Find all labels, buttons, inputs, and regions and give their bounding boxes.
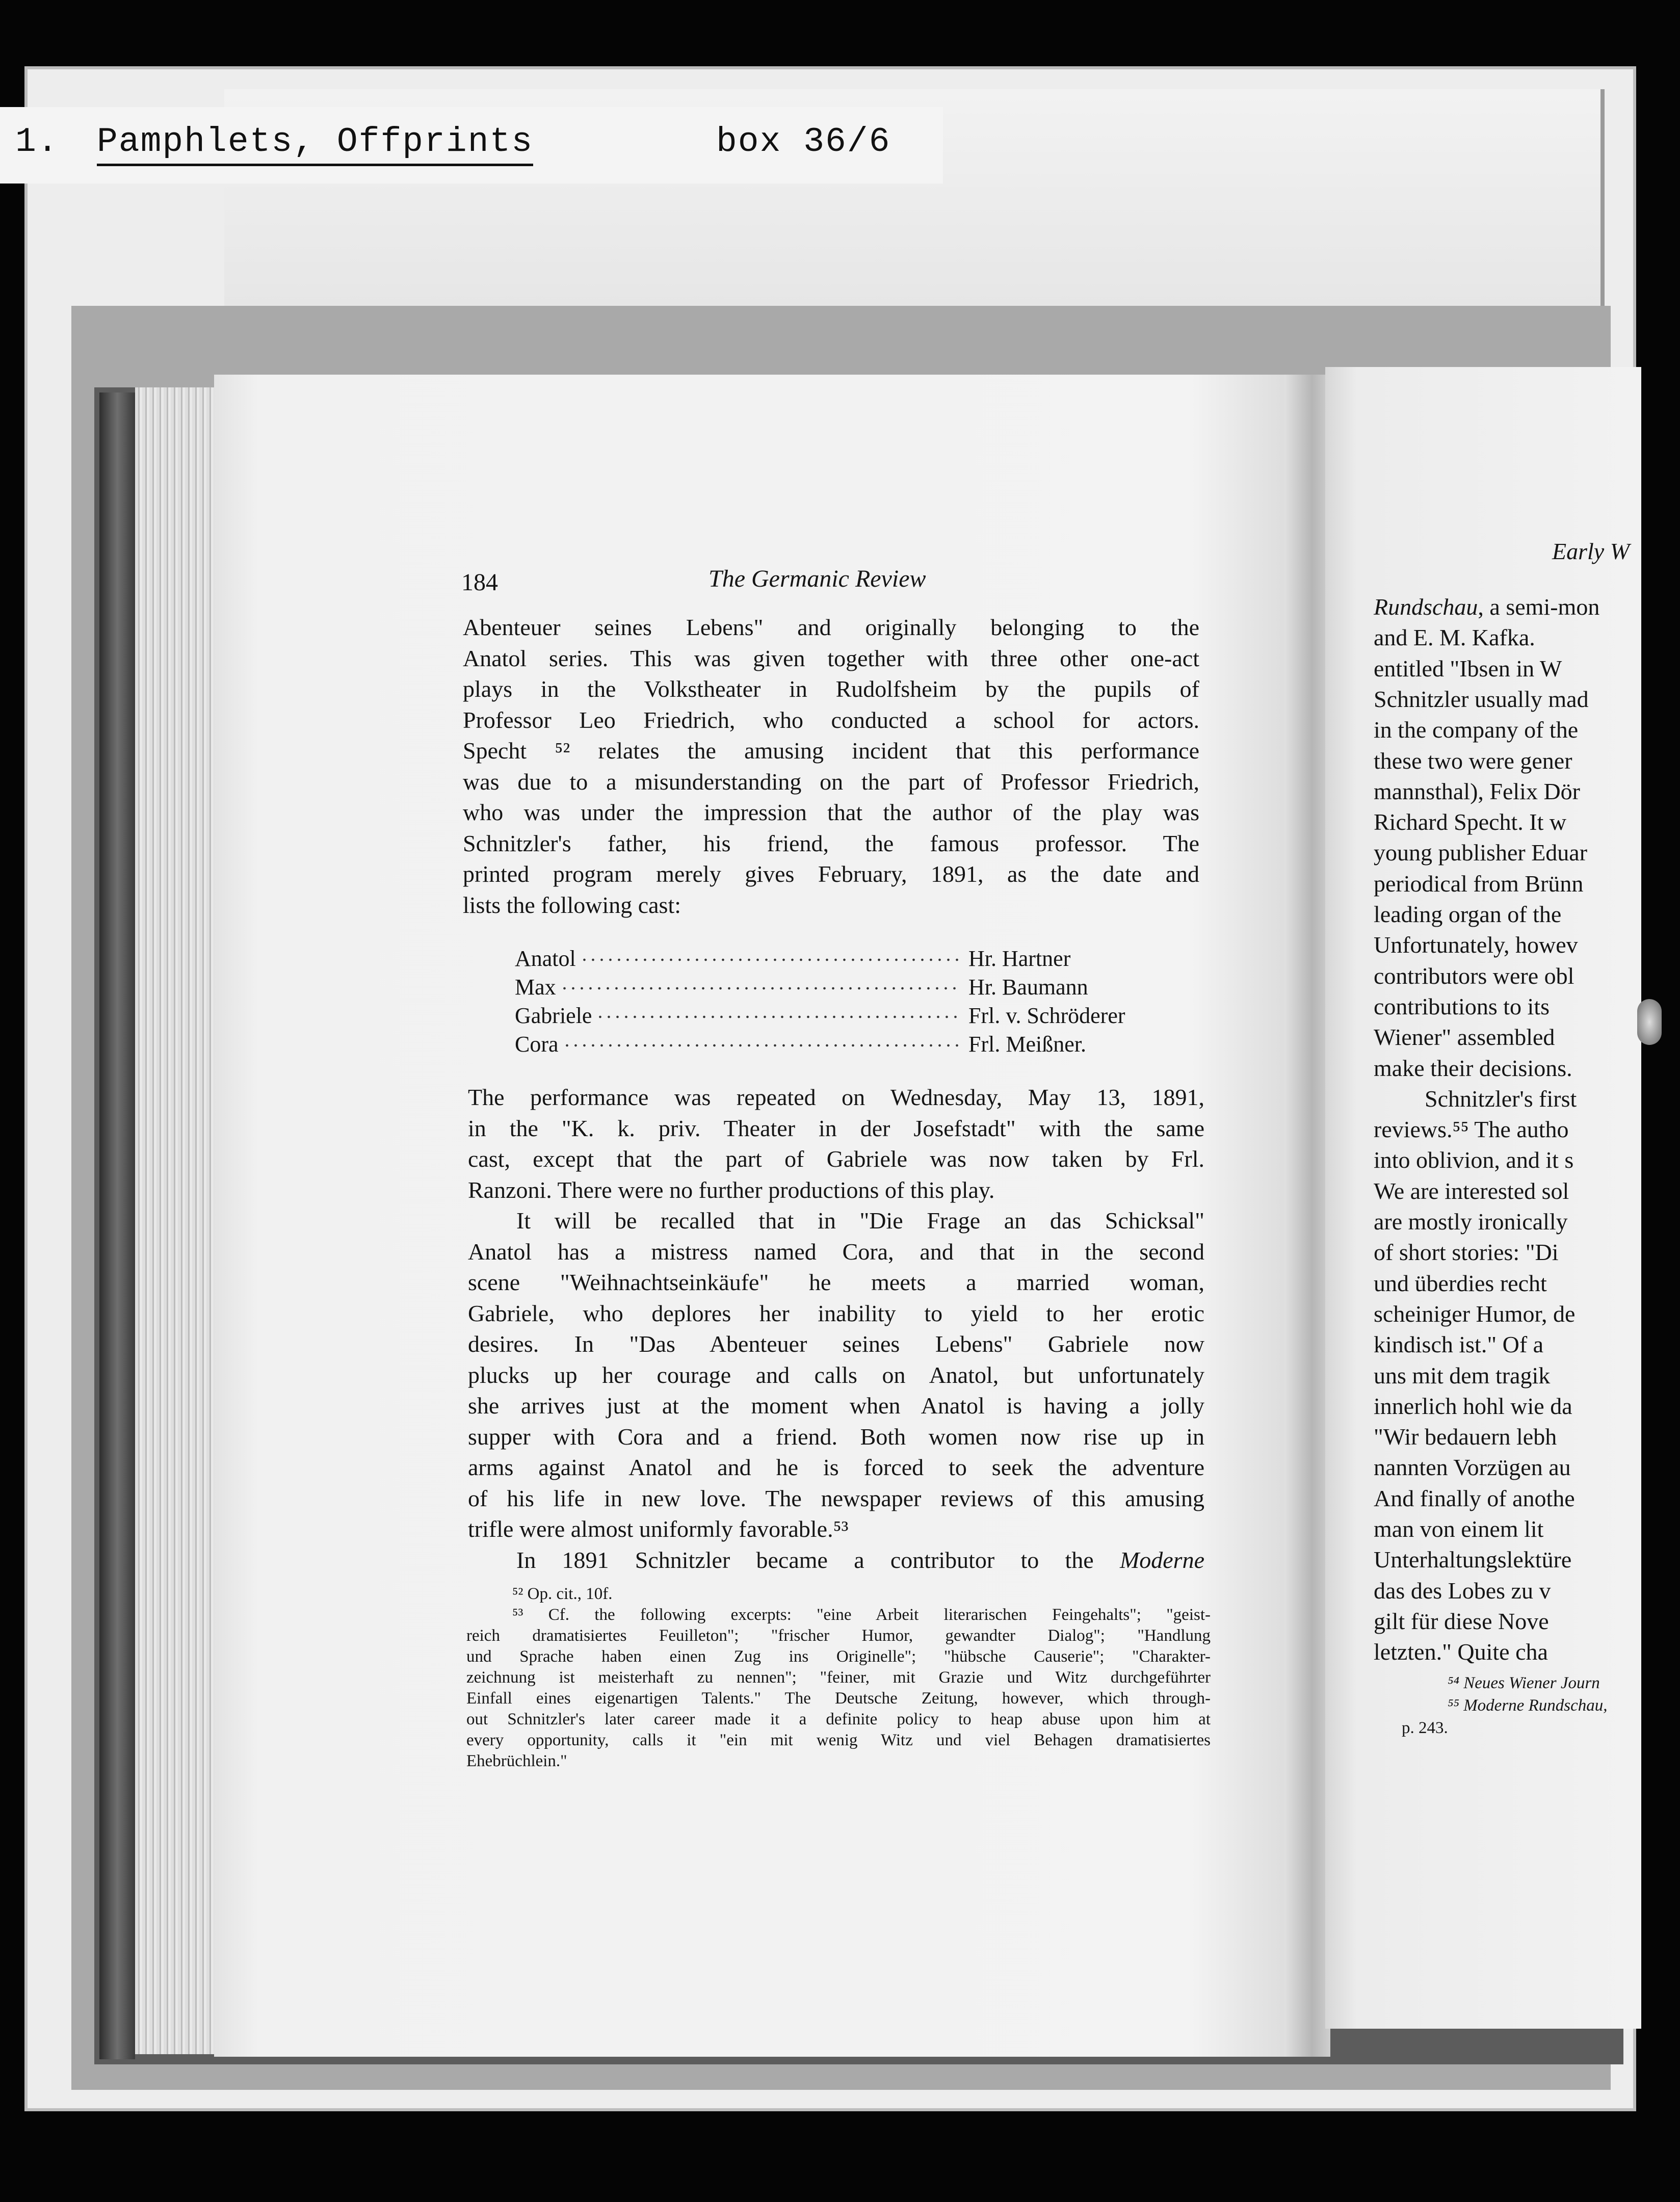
text-line: Abenteuer seines Lebens" and originally belonging to the — [463, 614, 1199, 640]
text-line: scene "Weihnachtseinkäufe" he meets a married woman, — [468, 1269, 1204, 1295]
text-line: Ranzoni. There were no further productions of this play. — [468, 1176, 995, 1203]
right-text-line: are mostly ironically — [1374, 1209, 1568, 1235]
text-line: In 1891 Schnitzler became a contributor to the Moderne — [516, 1546, 1204, 1573]
cast-row — [515, 1003, 1198, 1031]
running-head: The Germanic Review — [708, 565, 926, 592]
right-text-line: contributions to its — [1374, 993, 1550, 1019]
right-text-line: man von einem lit — [1374, 1516, 1544, 1542]
footnote-line: every opportunity, calls it "ein mit wenig Witz und viel Behagen dramatisiertes — [466, 1731, 1211, 1749]
right-footnote-line: p. 243. — [1402, 1719, 1448, 1737]
right-text-line: contributors were obl — [1374, 962, 1574, 989]
right-text-line: uns mit dem tragik — [1374, 1362, 1551, 1388]
leader-dots — [596, 1012, 959, 1022]
footnote-line: ⁵² Op. cit., 10f. — [512, 1585, 613, 1603]
right-text-line: these two were gener — [1374, 747, 1572, 774]
right-text-line: Richard Specht. It w — [1374, 809, 1567, 835]
footnote-line: und Sprache haben einen Zug ins Originelle"; "hübsche Causerie"; "Charakter- — [466, 1647, 1211, 1666]
right-text-line: innerlich hohl wie da — [1374, 1393, 1572, 1419]
footnote-line: out Schnitzler's later career made it a definite policy to heap abuse upon him at — [466, 1710, 1211, 1728]
right-footnote-line: ⁵⁴ Neues Wiener Journ — [1448, 1674, 1600, 1692]
right-text-line: und überdies recht — [1374, 1270, 1547, 1296]
right-text-line: of short stories: "Di — [1374, 1239, 1559, 1266]
text-line: Gabriele, who deplores her inability to yield to her erotic — [468, 1300, 1204, 1326]
cast-row — [515, 1031, 1198, 1060]
right-text-line: Rundschau, a semi-mon — [1374, 594, 1600, 620]
footnote-line: Einfall eines eigenartigen Talents." The Deutsche Zeitung, however, which through- — [466, 1689, 1211, 1708]
cast-actor: Hr. Baumann — [968, 975, 1088, 1000]
right-text-line: gilt für diese Nove — [1374, 1608, 1549, 1634]
cast-role: Cora — [515, 1032, 559, 1057]
text-line: was due to a misunderstanding on the part of Professor Friedrich, — [463, 768, 1199, 795]
right-text-line: reviews.⁵⁵ The autho — [1374, 1116, 1569, 1143]
text-line: arms against Anatol and he is forced to seek the adventure — [468, 1454, 1204, 1480]
leader-dots — [560, 983, 959, 993]
text-line: The performance was repeated on Wednesday, May 13, 1891, — [468, 1084, 1204, 1110]
label-number: 1. — [15, 122, 59, 162]
right-text-line: scheiniger Humor, de — [1374, 1300, 1576, 1327]
footnote-line: Ehebrüchlein." — [466, 1752, 567, 1770]
text-line: in the "K. k. priv. Theater in der Josefstadt" with the same — [468, 1115, 1204, 1141]
label-title: Pamphlets, Offprints — [97, 122, 533, 166]
cast-role: Anatol — [515, 946, 576, 971]
cast-actor: Frl. v. Schröderer — [968, 1003, 1125, 1028]
book-spine-edge — [99, 392, 135, 2059]
right-text-line: leading organ of the — [1374, 901, 1562, 927]
right-text-line: entitled "Ibsen in W — [1374, 655, 1562, 681]
right-text-line: And finally of anothe — [1374, 1485, 1575, 1511]
right-text-line: and E. M. Kafka. — [1374, 624, 1535, 651]
right-footnote-line: ⁵⁵ Moderne Rundschau, — [1448, 1696, 1608, 1715]
right-text-line: Unfortunately, howev — [1374, 932, 1578, 958]
page-number: 184 — [461, 569, 498, 596]
right-text-line: make their decisions. — [1374, 1055, 1572, 1081]
cast-actor: Frl. Meißner. — [968, 1032, 1086, 1057]
text-line: cast, except that the part of Gabriele was now taken by Frl. — [468, 1146, 1204, 1172]
text-line: lists the following cast: — [463, 892, 681, 918]
right-text-line: kindisch ist." Of a — [1374, 1331, 1544, 1358]
footnote-line: zeichnung ist meisterhaft zu nennen"; "feiner, mit Grazie und Witz durchgeführter — [466, 1668, 1211, 1687]
right-text-line: Wiener" assembled — [1374, 1024, 1555, 1051]
right-text-line: nannten Vorzügen au — [1374, 1454, 1571, 1481]
right-page-text-area — [1325, 367, 1641, 2029]
cast-role: Max — [515, 975, 556, 1000]
right-text-line: Unterhaltungslektüre — [1374, 1546, 1572, 1573]
text-line: Specht ⁵² relates the amusing incident that this performance — [463, 738, 1199, 764]
footnote-line: ⁵³ Cf. the following excerpts: "eine Arbeit literarischen Feingehalts"; "geist- — [512, 1606, 1211, 1624]
right-text-line: mannsthal), Felix Dör — [1374, 778, 1580, 804]
text-line: desires. In "Das Abenteuer seines Lebens" Gabriele now — [468, 1331, 1204, 1357]
text-line: Professor Leo Friedrich, who conducted a school for actors. — [463, 706, 1199, 733]
label-box: box 36/6 — [716, 122, 891, 162]
text-line: plucks up her courage and calls on Anatol, but unfortunately — [468, 1361, 1204, 1388]
right-text-line: in the company of the — [1374, 717, 1579, 743]
cast-actor: Hr. Hartner — [968, 946, 1071, 971]
text-line: trifle were almost uniformly favorable.⁵³ — [468, 1516, 849, 1542]
right-text-line: We are interested sol — [1374, 1177, 1569, 1204]
text-line: who was under the impression that the author of the play was — [463, 799, 1199, 825]
right-text-line: das des Lobes zu v — [1374, 1577, 1551, 1604]
right-text-line: "Wir bedauern lebh — [1374, 1424, 1557, 1450]
leader-dots — [580, 955, 959, 965]
cast-row — [515, 946, 1198, 974]
text-line: Anatol has a mistress named Cora, and that in the second — [468, 1238, 1204, 1265]
right-text-line: Schnitzler's first — [1425, 1085, 1577, 1112]
text-line: of his life in new love. The newspaper reviews of this amusing — [468, 1485, 1204, 1511]
text-line: It will be recalled that in "Die Frage an das Schicksal" — [516, 1208, 1204, 1234]
book-gutter — [1284, 375, 1330, 2057]
text-line: she arrives just at the moment when Anatol is having a jolly — [468, 1393, 1204, 1419]
footnote-line: reich dramatisiertes Feuilleton"; "frischer Humor, gewandter Dialog"; "Handlung — [466, 1627, 1211, 1645]
text-line: printed program merely gives February, 1891, as the date and — [463, 861, 1199, 887]
text-line: Schnitzler's father, his friend, the famous professor. The — [463, 830, 1199, 856]
right-text-line: young publisher Eduar — [1374, 840, 1588, 866]
right-text-line: letzten." Quite cha — [1374, 1639, 1548, 1665]
right-text-line: into oblivion, and it s — [1374, 1147, 1574, 1173]
text-line: Anatol series. This was given together with three other one-act — [463, 645, 1199, 671]
cast-role: Gabriele — [515, 1003, 592, 1028]
right-text-line: Schnitzler usually mad — [1374, 686, 1589, 712]
text-line: plays in the Volkstheater in Rudolfsheim by the pupils of — [463, 676, 1199, 702]
leader-dots — [563, 1040, 959, 1051]
right-running-head: Early W — [1552, 538, 1630, 564]
cast-row — [515, 974, 1198, 1003]
right-text-line: periodical from Brünn — [1374, 870, 1584, 897]
text-line: supper with Cora and a friend. Both women now rise up in — [468, 1423, 1204, 1450]
